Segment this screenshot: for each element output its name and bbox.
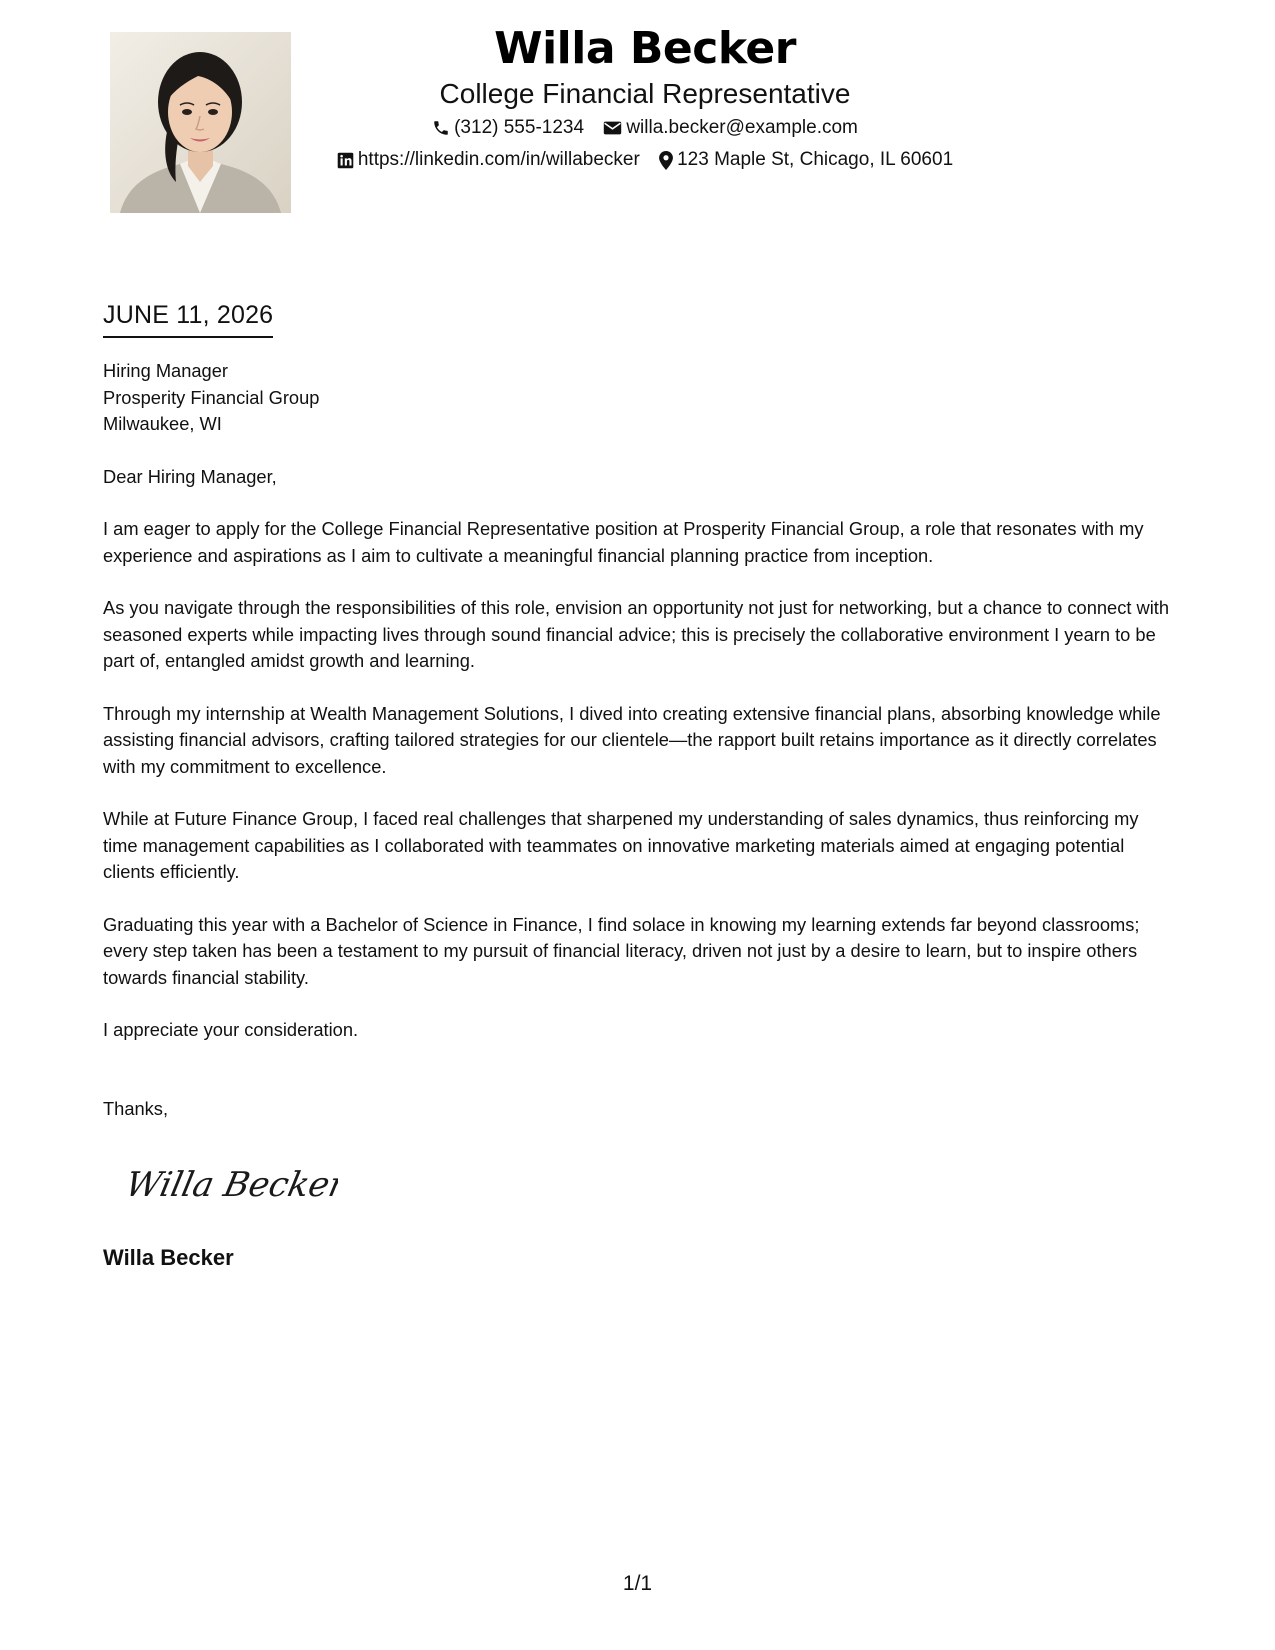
handwritten-signature <box>128 1158 338 1213</box>
recipient-block <box>103 358 1178 438</box>
contact-linkedin <box>337 144 640 176</box>
recipient-name: Hiring Manager <box>103 360 228 381</box>
email-link[interactable]: willa.becker@example.com <box>626 117 858 138</box>
contact-address <box>659 144 953 176</box>
signoff: Thanks, <box>103 1097 169 1119</box>
contact-line-primary <box>300 112 990 144</box>
applicant-title: College Financial Representative <box>439 78 851 109</box>
profile-photo <box>110 32 291 213</box>
portrait-image <box>110 32 291 213</box>
letter-body <box>103 358 1178 1122</box>
contact-line-secondary <box>300 144 990 176</box>
phone-text[interactable]: (312) 555-1234 <box>454 117 585 138</box>
signature-image <box>128 1158 338 1208</box>
page-number: 1/1 <box>622 1572 653 1595</box>
salutation: Dear Hiring Manager, <box>103 465 277 487</box>
paragraph: I am eager to apply for the College Financial Representative position at Prosperity Financial Group, a role that resonates with my experience and aspirations as I aim to cultivate a meaningful financial planning practice from inception. <box>103 518 1144 566</box>
recipient-location: Milwaukee, WI <box>103 413 222 434</box>
signer-name: Willa Becker <box>103 1245 234 1270</box>
paragraph: Through my internship at Wealth Management Solutions, I dived into creating extensive financial plans, absorbing knowledge while assisting financial advisors, crafting tailored strategies for our clientele—the rapport built retains importance as it directly correlates with my commitment to excellence. <box>103 702 1161 777</box>
paragraph: Graduating this year with a Bachelor of Science in Finance, I find solace in knowing my learning extends far beyond classrooms; every step taken has been a testament to my pursuit of financial literacy, driven not just by a desire to learn, but to inspire others towards financial stability. <box>103 913 1140 988</box>
signature-script: Willa Becker <box>128 1165 338 1205</box>
recipient-company: Prosperity Financial Group <box>103 386 320 408</box>
paragraph: While at Future Finance Group, I faced real challenges that sharpened my understanding of sales dynamics, thus reinforcing my time management capabilities as I collaborated with teammates on innovative marketing materials aimed at engaging potential clients efficiently. <box>103 808 1139 882</box>
address-text: 123 Maple St, Chicago, IL 60601 <box>677 149 954 171</box>
linkedin-link[interactable]: https://linkedin.com/in/willabecker <box>357 149 640 171</box>
contact-phone <box>432 112 584 144</box>
applicant-name: Willa Becker <box>494 23 796 74</box>
envelope-icon <box>603 120 622 136</box>
letter-date: JUNE 11, 2026 <box>103 298 273 338</box>
map-pin-icon <box>659 151 673 170</box>
paragraph: As you navigate through the responsibilities of this role, envision an opportunity not just for networking, but a chance to connect with seasoned experts while impacting lives through sound financial advice; this is precisely the collaborative environment I yearn to be part of, entangled amidst growth and learning. <box>103 597 1170 671</box>
closing-line: I appreciate your consideration. <box>103 1019 359 1040</box>
letter-header <box>300 22 990 176</box>
contact-email <box>603 112 858 144</box>
phone-icon <box>432 119 450 137</box>
linkedin-icon <box>337 152 354 169</box>
